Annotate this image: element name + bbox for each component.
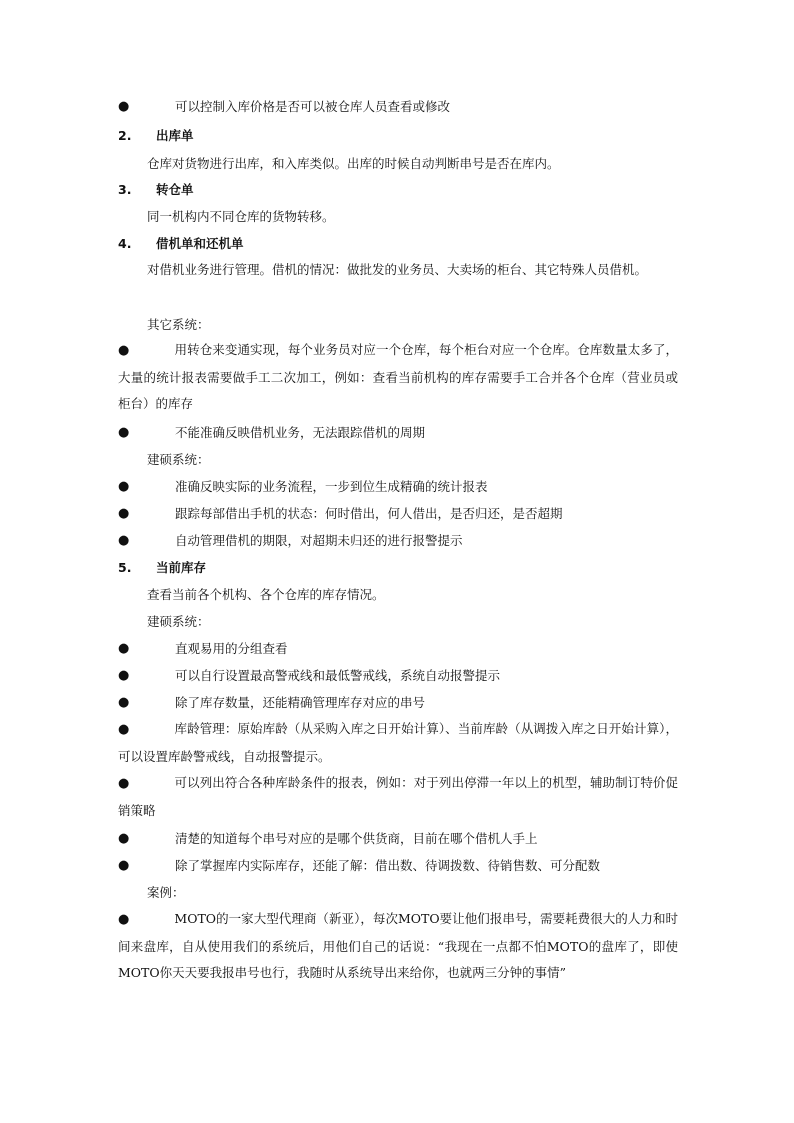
list-item	[118, 906, 678, 987]
list-item-text: 跟踪每部借出手机的状态：何时借出，何人借出，是否归还，是否超期	[175, 506, 563, 521]
list-item-text: 用转仓来变通实现，每个业务员对应一个仓库，每个柜台对应一个仓库。仓库数量太多了，大量的统计报表需要做手工二次加工，例如：查看当前机构的库存需要手工合并各个仓库（营业员或柜台）的库存	[118, 342, 678, 411]
bullet-icon: ●	[118, 425, 130, 440]
bullet-icon: ●	[118, 343, 130, 358]
bullet-icon: ●	[118, 506, 130, 521]
paragraph: 仓库对货物进行出库，和入库类似。出库的时候自动判断串号是否在库内。	[147, 156, 560, 171]
paragraph: 对借机业务进行管理。借机的情况：做批发的业务员、大卖场的柜台、其它特殊人员借机。	[147, 262, 648, 277]
subsection-label: 建硕系统：	[147, 614, 210, 629]
subsection-label: 其它系统：	[147, 317, 210, 332]
list-item-text: 可以列出符合各种库龄条件的报表，例如：对于列出停滞一年以上的机型，辅助制订特价促销策略	[118, 775, 678, 818]
bullet-icon: ●	[118, 912, 130, 927]
bullet-icon: ●	[118, 858, 130, 873]
section-heading	[118, 182, 194, 198]
bullet-icon: ●	[118, 668, 130, 683]
section-title: 当前库存	[156, 560, 207, 575]
section-title: 出库单	[156, 128, 194, 143]
list-item-text: 清楚的知道每个串号对应的是哪个供货商，目前在哪个借机人手上	[175, 831, 538, 846]
section-title: 转仓单	[156, 182, 194, 197]
list-item-text: 可以控制入库价格是否可以被仓库人员查看或修改	[175, 99, 451, 114]
section-heading	[118, 236, 244, 252]
bullet-icon: ●	[118, 722, 130, 737]
paragraph: 查看当前各个机构、各个仓库的库存情况。	[147, 587, 385, 602]
section-number: 5.	[118, 560, 132, 575]
list-item	[118, 337, 678, 418]
subsection-label: 建硕系统：	[147, 452, 210, 467]
list-item	[118, 716, 678, 770]
bullet-icon: ●	[118, 533, 130, 548]
list-item-text: 直观易用的分组查看	[175, 641, 288, 656]
list-item-text: 可以自行设置最高警戒线和最低警戒线，系统自动报警提示	[175, 668, 501, 683]
section-heading	[118, 128, 194, 144]
list-item-text: 除了掌握库内实际库存，还能了解：借出数、待调拨数、待销售数、可分配数	[175, 858, 601, 873]
section-heading	[118, 560, 206, 576]
list-item-text: 自动管理借机的期限，对超期未归还的进行报警提示	[175, 533, 463, 548]
list-item	[118, 770, 678, 824]
list-item-text: 准确反映实际的业务流程，一步到位生成精确的统计报表	[175, 479, 488, 494]
bullet-icon: ●	[118, 641, 130, 656]
list-item-text: MOTO的一家大型代理商（新亚），每次MOTO要让他们报串号，需要耗费很大的人力和时间来盘库，自从使用我们的系统后，用他们自己的话说：“我现在一点都不怕MOTO的盘库了，即使MOTO你天天要我报串号也行，我随时从系统导出来给你，也就两三分钟的事情”	[118, 911, 678, 980]
section-number: 2.	[118, 128, 132, 143]
bullet-icon: ●	[118, 831, 130, 846]
list-item-text: 不能准确反映借机业务，无法跟踪借机的周期	[175, 425, 426, 440]
bullet-icon: ●	[118, 776, 130, 791]
section-number: 4.	[118, 236, 132, 251]
list-item-text: 除了库存数量，还能精确管理库存对应的串号	[175, 695, 426, 710]
subsection-label: 案例：	[147, 885, 185, 900]
list-item-text: 库龄管理：原始库龄（从采购入库之日开始计算）、当前库龄（从调拨入库之日开始计算），可以设置库龄警戒线，自动报警提示。	[118, 721, 678, 764]
section-title: 借机单和还机单	[156, 236, 244, 251]
section-number: 3.	[118, 182, 132, 197]
bullet-icon: ●	[118, 99, 130, 114]
bullet-icon: ●	[118, 695, 130, 710]
bullet-icon: ●	[118, 479, 130, 494]
paragraph: 同一机构内不同仓库的货物转移。	[147, 209, 335, 224]
